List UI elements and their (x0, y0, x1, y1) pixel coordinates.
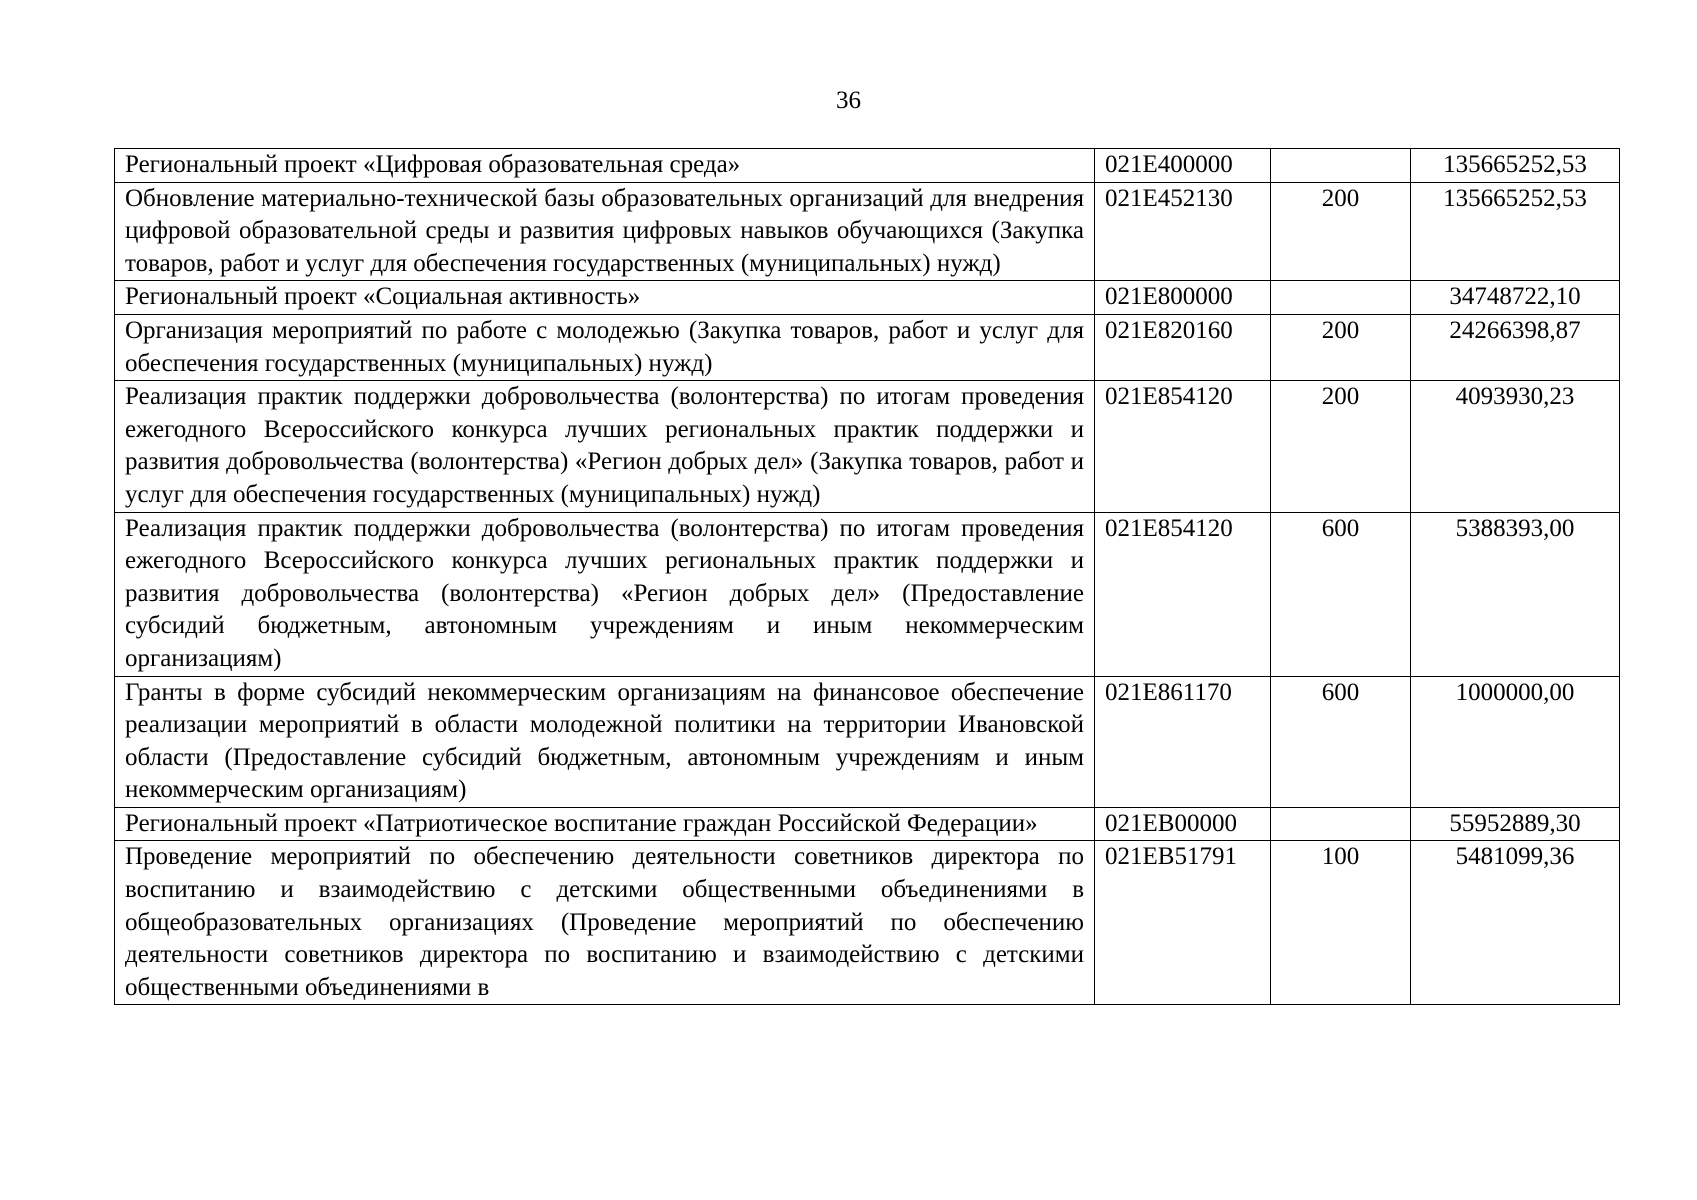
row-sum-cell: 1000000,00 (1411, 676, 1620, 807)
row-sum-cell: 24266398,87 (1411, 314, 1620, 380)
row-code-cell: 021E800000 (1095, 281, 1271, 315)
row-sum-cell: 4093930,23 (1411, 381, 1620, 512)
row-sum-cell: 55952889,30 (1411, 807, 1620, 841)
row-code-cell: 021E854120 (1095, 381, 1271, 512)
row-name-cell: Обновление материально-технической базы образовательных организаций для внедрения цифровой образовательной среды и развития цифровых навыков обучающихся (Закупка товаров, работ и услуг для обеспечения государственных (муниципальных) нужд) (115, 182, 1095, 281)
table-row (115, 512, 1620, 676)
row-name-cell: Гранты в форме субсидий некоммерческим организациям на финансовое обеспечение реализации мероприятий в области молодежной политики на территории Ивановской области (Предоставление субсидий бюджетным, автономным учреждениям и иным некоммерческим организациям) (115, 676, 1095, 807)
table-row (115, 182, 1620, 281)
row-name-cell: Региональный проект «Цифровая образовательная среда» (115, 149, 1095, 183)
row-code-cell: 021E400000 (1095, 149, 1271, 183)
budget-table (114, 148, 1620, 1005)
row-sum-cell: 5388393,00 (1411, 512, 1620, 676)
row-type-cell: 200 (1271, 314, 1411, 380)
row-type-cell: 200 (1271, 381, 1411, 512)
table-row (115, 381, 1620, 512)
row-type-cell (1271, 807, 1411, 841)
row-type-cell: 100 (1271, 841, 1411, 1005)
table-row (115, 314, 1620, 380)
row-name-cell: Проведение мероприятий по обеспечению деятельности советников директора по воспитанию и взаимодействию с детскими общественными объединениями в общеобразовательных организациях (Проведение мероприятий по обеспечению деятельности советников директора по воспитанию и взаимодействию с детскими общественными объединениями в (115, 841, 1095, 1005)
row-sum-cell: 135665252,53 (1411, 149, 1620, 183)
row-name-cell: Региональный проект «Социальная активность» (115, 281, 1095, 315)
row-type-cell: 600 (1271, 512, 1411, 676)
table-row (115, 281, 1620, 315)
table-row (115, 149, 1620, 183)
row-code-cell: 021E854120 (1095, 512, 1271, 676)
row-name-cell: Региональный проект «Патриотическое воспитание граждан Российской Федерации» (115, 807, 1095, 841)
row-code-cell: 021E861170 (1095, 676, 1271, 807)
row-sum-cell: 34748722,10 (1411, 281, 1620, 315)
row-type-cell: 200 (1271, 182, 1411, 281)
row-code-cell: 021E820160 (1095, 314, 1271, 380)
table-row (115, 676, 1620, 807)
row-sum-cell: 135665252,53 (1411, 182, 1620, 281)
row-code-cell: 021EB51791 (1095, 841, 1271, 1005)
row-type-cell (1271, 281, 1411, 315)
row-name-cell: Реализация практик поддержки добровольчества (волонтерства) по итогам проведения ежегодного Всероссийского конкурса лучших региональных практик поддержки и развития добровольчества (волонтерства) «Регион добрых дел» (Предоставление субсидий бюджетным, автономным учреждениям и иным некоммерческим организациям) (115, 512, 1095, 676)
page-number: 36 (836, 87, 861, 114)
row-type-cell: 600 (1271, 676, 1411, 807)
row-name-cell: Организация мероприятий по работе с молодежью (Закупка товаров, работ и услуг для обеспечения государственных (муниципальных) нужд) (115, 314, 1095, 380)
row-code-cell: 021E452130 (1095, 182, 1271, 281)
row-sum-cell: 5481099,36 (1411, 841, 1620, 1005)
table-row (115, 807, 1620, 841)
row-code-cell: 021EB00000 (1095, 807, 1271, 841)
row-type-cell (1271, 149, 1411, 183)
table-row (115, 841, 1620, 1005)
row-name-cell: Реализация практик поддержки добровольчества (волонтерства) по итогам проведения ежегодного Всероссийского конкурса лучших региональных практик поддержки и развития добровольчества (волонтерства) «Регион добрых дел» (Закупка товаров, работ и услуг для обеспечения государственных (муниципальных) нужд) (115, 381, 1095, 512)
